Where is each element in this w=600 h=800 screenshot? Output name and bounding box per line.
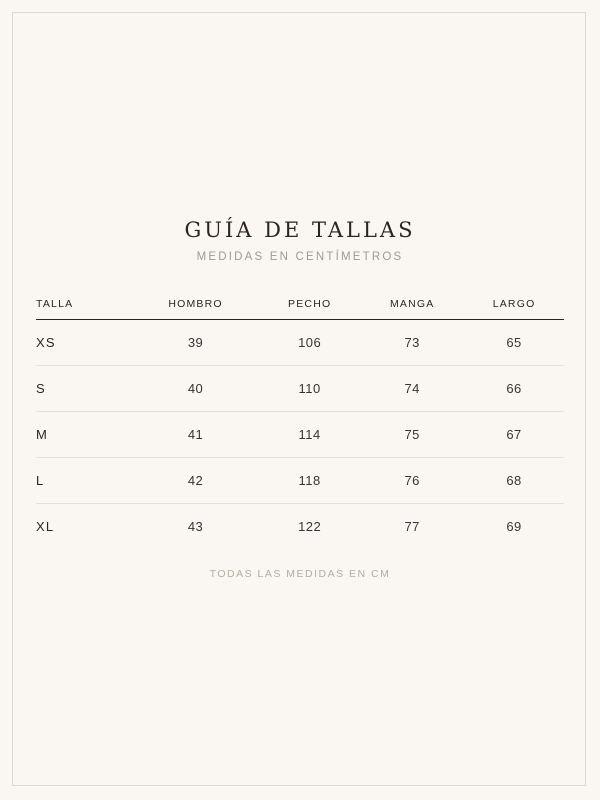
table-row (36, 412, 564, 458)
cell-hombro: 43 (187, 519, 204, 534)
cell-pecho: 122 (298, 519, 322, 534)
header-talla: TALLA (36, 288, 132, 320)
cell-manga: 75 (360, 412, 464, 458)
cell-pecho: 114 (259, 412, 360, 458)
header-hombro: HOMBRO (132, 288, 259, 320)
cell-size: S (36, 366, 132, 412)
cell-largo: 69 (506, 519, 522, 534)
cell-hombro: 41 (132, 412, 259, 458)
page-title: GUÍA DE TALLAS (184, 218, 416, 242)
table-row (36, 366, 564, 412)
cell-manga: 74 (360, 366, 464, 412)
cell-largo: 65 (464, 320, 564, 366)
cell-hombro: 40 (132, 366, 259, 412)
cell-pecho: 110 (259, 366, 360, 412)
cell-pecho: 106 (259, 320, 360, 366)
header-manga: MANGA (360, 288, 464, 320)
page-subtitle: MEDIDAS EN CENTÍMETROS (196, 251, 404, 263)
cell-manga: 73 (360, 320, 464, 366)
cell-largo: 66 (464, 366, 564, 412)
cell-pecho: 118 (259, 458, 360, 504)
footnote: TODAS LAS MEDIDAS EN CM (209, 568, 391, 580)
header-pecho: PECHO (259, 288, 360, 320)
cell-hombro: 39 (132, 320, 259, 366)
size-chart-table (36, 288, 564, 549)
table-row (36, 458, 564, 504)
cell-largo: 68 (464, 458, 564, 504)
table-header-row (36, 288, 564, 320)
table-row (36, 320, 564, 366)
cell-size: XL (36, 519, 55, 534)
header-largo: LARGO (464, 288, 564, 320)
cell-hombro: 42 (132, 458, 259, 504)
cell-manga: 77 (404, 519, 420, 534)
table-row (36, 504, 564, 550)
cell-largo: 67 (464, 412, 564, 458)
cell-size: M (36, 412, 132, 458)
cell-size: XS (36, 320, 132, 366)
cell-size: L (36, 458, 132, 504)
cell-manga: 76 (360, 458, 464, 504)
